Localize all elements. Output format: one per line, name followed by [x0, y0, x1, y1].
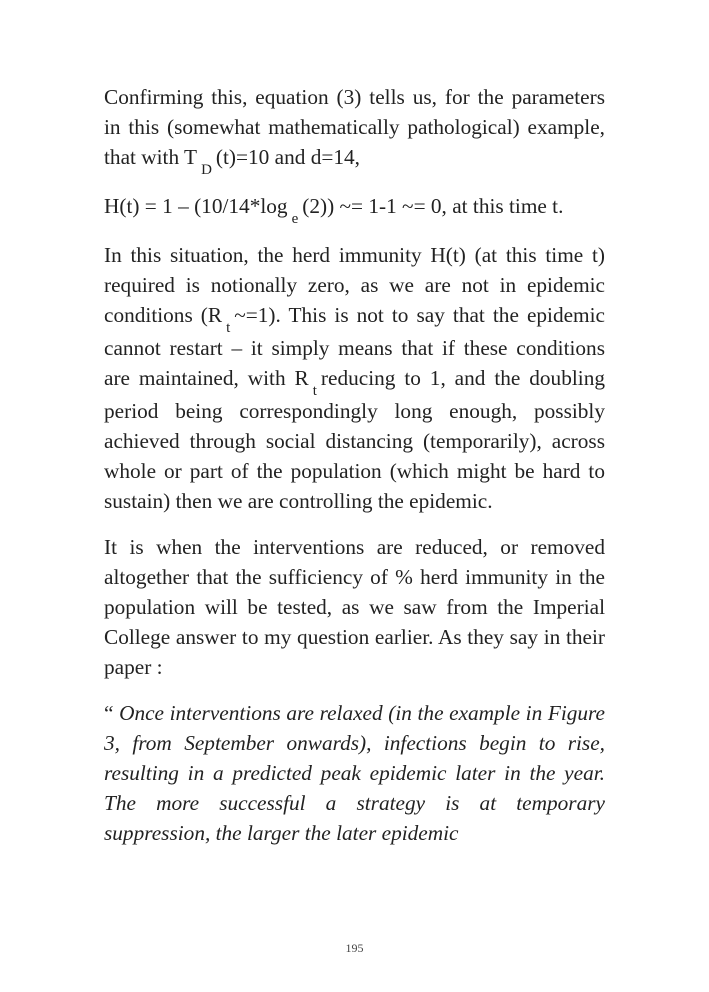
- paragraph-3-text-c: reducing to 1, and the doubling period being correspondingly long enough, possibly achieved through social distancing (temporarily), across whole or part of the population (which might be hard to sustain) then we are controlling the epidemic.: [104, 366, 605, 513]
- subscript-d: D: [201, 162, 212, 178]
- quoted-text: Once interventions are relaxed (in the example in Figure 3, from September onwards), infections begin to rise, resulting in a predicted peak epidemic later in the year. The more successful a strategy is at temporary suppression, the larger the later epidemic: [104, 701, 605, 845]
- paragraph-2-text-a: H(t) = 1 – (10/14*log: [104, 194, 288, 218]
- paragraph-5-quote: [104, 698, 605, 848]
- subscript-t-2: t: [312, 383, 317, 399]
- paragraph-1: [104, 82, 605, 178]
- paragraph-1-text-a: Confirming this, equation (3) tells us, for the parameters in this (somewhat mathematically pathological) example, that with T: [104, 85, 605, 169]
- page-number: 195: [345, 941, 364, 955]
- paragraph-1-text-b: (t)=10 and d=14,: [215, 145, 361, 169]
- paragraph-4-text: It is when the interventions are reduced, or removed altogether that the sufficiency of % herd immunity in the population will be tested, as we saw from the Imperial College answer to my question earlier. As they say in their paper :: [104, 535, 605, 679]
- paragraph-2-text-b: (2)) ~= 1-1 ~= 0, at this time t.: [302, 194, 564, 218]
- page-body: [104, 82, 605, 864]
- open-quote: “: [104, 701, 114, 725]
- subscript-t-1: t: [226, 320, 231, 336]
- paragraph-3-text-b: ~=1). This is not to say that the epidemic cannot restart – it simply means that if these conditions are maintained, with R: [104, 303, 605, 390]
- paragraph-3-text-a: In this situation, the herd immunity H(t) (at this time t) required is notionally zero, as we are not in epidemic conditions (R: [104, 243, 605, 327]
- paragraph-3: [104, 240, 605, 516]
- paragraph-2-equation: [104, 191, 605, 227]
- subscript-e: e: [291, 211, 299, 227]
- paragraph-4: [104, 532, 605, 682]
